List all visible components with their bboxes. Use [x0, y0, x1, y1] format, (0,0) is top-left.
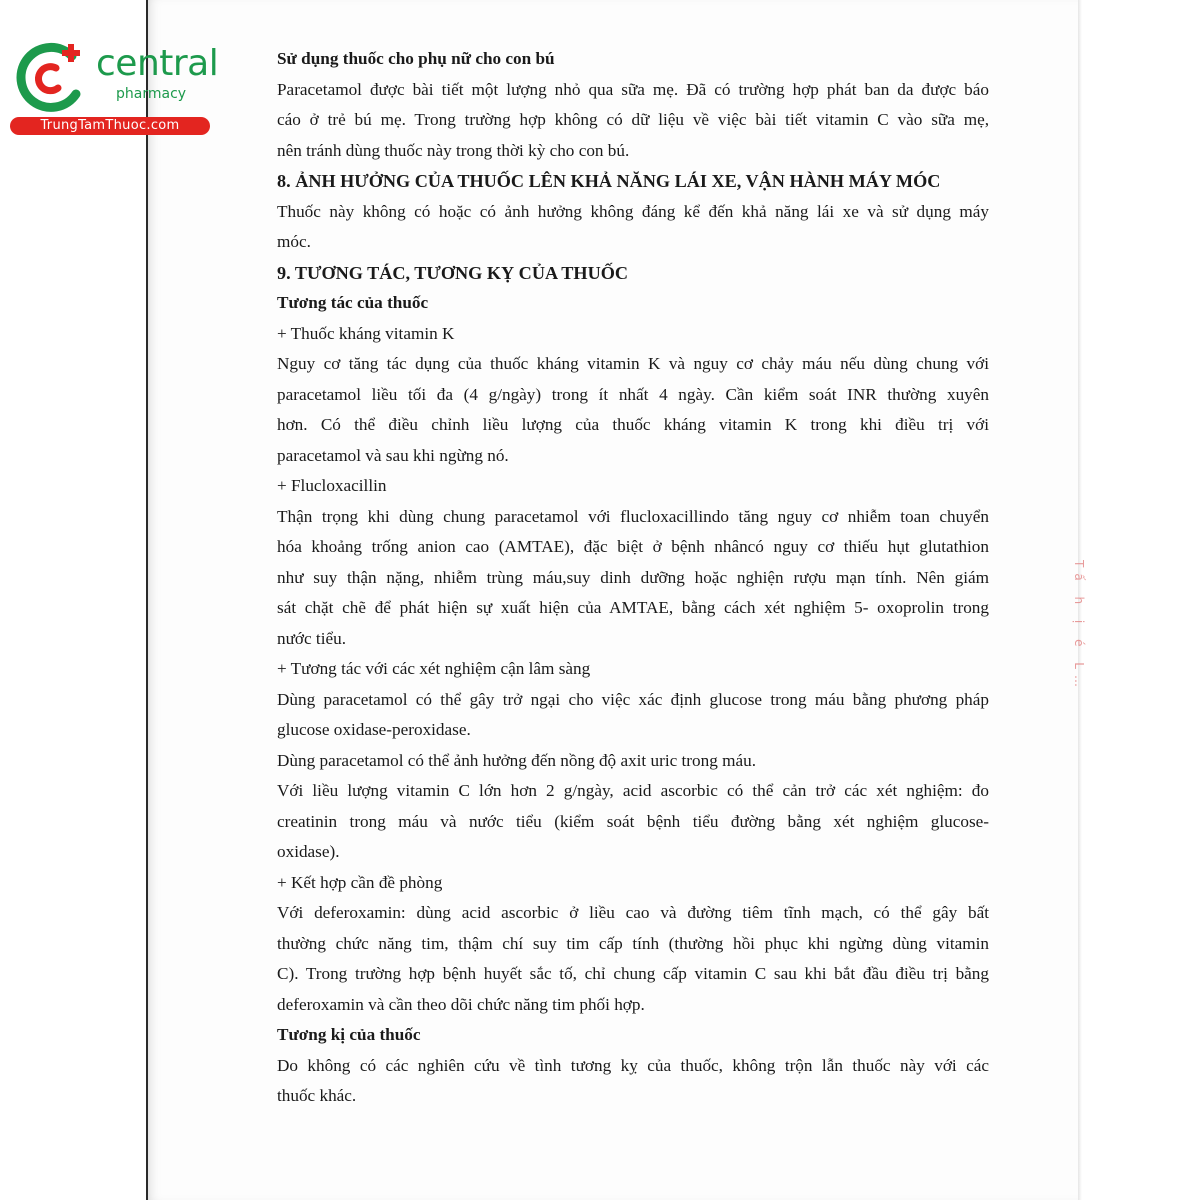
body-line: thường chức năng tim, thậm chí suy tim cấp tính (thường hồi phục khi ngừng dùng vitamin	[277, 933, 989, 953]
brand-logo[interactable]	[10, 36, 220, 136]
logo-brand-text: central	[96, 43, 219, 84]
logo-sub-text: pharmacy	[116, 86, 187, 102]
body-line: cáo ở trẻ bú mẹ. Trong trường hợp không có dữ liệu về việc bài tiết vitamin C vào sữa mẹ,	[277, 110, 989, 129]
bullet-line: + Kết hợp cần đề phòng	[277, 872, 443, 892]
body-line: Paracetamol được bài tiết một lượng nhỏ qua sữa mẹ. Đã có trường hợp phát ban da được báo	[277, 79, 989, 99]
body-line: thuốc khác.	[277, 1086, 357, 1105]
logo-url-badge[interactable]: TrungTamThuoc.com	[10, 117, 210, 135]
body-line: Thuốc này không có hoặc có ảnh hưởng không đáng kể đến khả năng lái xe và sử dụng máy	[277, 201, 989, 221]
body-line: Dùng paracetamol có thể ảnh hưởng đến nồng độ axit uric trong máu.	[277, 750, 756, 770]
body-line: Thận trọng khi dùng chung paracetamol với flucloxacillindo tăng nguy cơ nhiễm toan chuyển	[277, 506, 989, 526]
section-heading-9: 9. TƯƠNG TÁC, TƯƠNG KỴ CỦA THUỐC	[277, 262, 628, 283]
body-line: paracetamol liều tối đa (4 g/ngày) trong ít nhất 4 ngày. Cần kiểm soát INR thường xuyên	[277, 384, 989, 404]
body-line: như suy thận nặng, nhiễm trùng máu,suy dinh dưỡng hoặc nghiện rượu mạn tính. Nên giám	[277, 567, 989, 587]
body-line: Nguy cơ tăng tác dụng của thuốc kháng vitamin K và nguy cơ chảy máu nếu dùng chung với	[277, 354, 989, 373]
body-line: nước tiểu.	[277, 628, 346, 648]
central-pharmacy-logo-icon	[10, 38, 90, 114]
body-line: Với liều lượng vitamin C lớn hơn 2 g/ngày, acid ascorbic có thể cản trở các xét nghiệm: đo	[277, 781, 989, 800]
body-line: C). Trong trường hợp bệnh huyết sắc tố, chỉ chung cấp vitamin C sau khi bắt đầu điều trị bằng	[277, 964, 989, 983]
body-line: oxidase).	[277, 842, 340, 861]
subheading-interactions: Tương tác của thuốc	[277, 293, 429, 312]
body-line: glucose oxidase-peroxidase.	[277, 720, 471, 739]
body-line: creatinin trong máu và nước tiểu (kiểm soát bệnh tiểu đường bằng xét nghiệm glucose-	[277, 811, 989, 831]
bullet-line: + Tương tác với các xét nghiệm cận lâm sàng	[277, 659, 591, 678]
subheading-incompatibilities: Tương kị của thuốc	[277, 1025, 421, 1044]
section-heading-8: 8. ẢNH HƯỞNG CỦA THUỐC LÊN KHẢ NĂNG LÁI XE, VẬN HÀNH MÁY MÓC	[277, 171, 941, 191]
document-body	[277, 44, 989, 1112]
body-line: Do không có các nghiên cứu về tình tương kỵ của thuốc, không trộn lẫn thuốc này với các	[277, 1055, 989, 1075]
body-line: hơn. Có thể điều chỉnh liều lượng của thuốc kháng vitamin K trong khi điều trị với	[277, 415, 989, 434]
subheading-breastfeeding: Sử dụng thuốc cho phụ nữ cho con bú	[277, 49, 555, 68]
body-line: Với deferoxamin: dùng acid ascorbic ở liều cao và đường tiêm tĩnh mạch, có thể gây bất	[277, 903, 989, 922]
body-line: sát chặt chẽ để phát hiện sự xuất hiện của AMTAE, bằng cách xét nghiệm 5- oxoprolin trong	[277, 598, 989, 617]
bullet-line: + Thuốc kháng vitamin K	[277, 323, 455, 343]
body-line: deferoxamin và cần theo dõi chức năng tim phối hợp.	[277, 994, 645, 1014]
margin-stamp-mark: Tấ h ị é L…	[1072, 560, 1086, 693]
body-line: Dùng paracetamol có thể gây trở ngại cho việc xác định glucose trong máu bằng phương pháp	[277, 689, 989, 709]
body-line: paracetamol và sau khi ngừng nó.	[277, 445, 509, 465]
bullet-line: + Flucloxacillin	[277, 476, 387, 495]
body-line: hóa khoảng trống anion cao (AMTAE), đặc biệt ở bệnh nhâncó nguy cơ thiếu hụt glutathion	[277, 537, 989, 556]
body-line: nên tránh dùng thuốc này trong thời kỳ cho con bú.	[277, 140, 630, 160]
body-line: móc.	[277, 232, 311, 251]
